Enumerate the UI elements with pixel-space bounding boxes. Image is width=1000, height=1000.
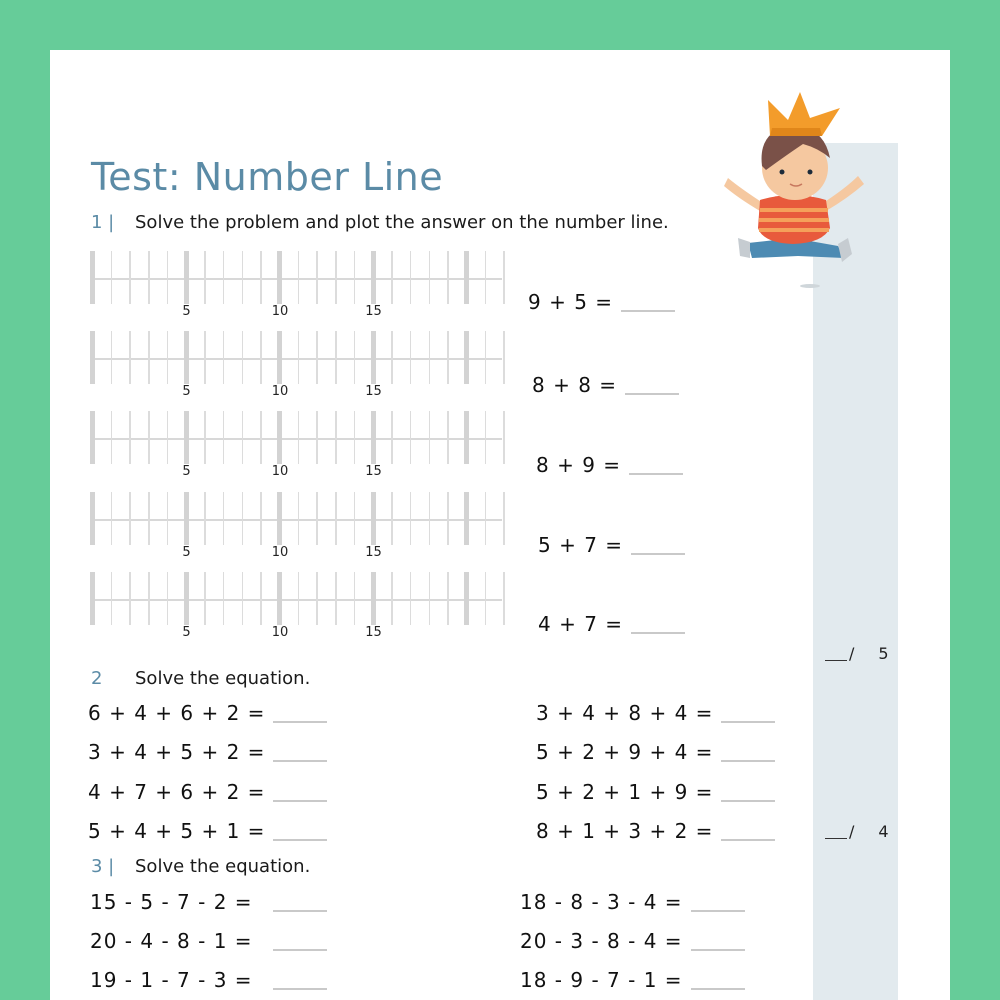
major-tick (464, 251, 469, 304)
minor-tick (204, 331, 206, 384)
problem-3-right-1 (520, 892, 745, 912)
tick-label: 15 (365, 384, 382, 399)
section-2-instruction: Solve the equation. (135, 668, 311, 689)
answer-blank[interactable] (691, 988, 745, 990)
minor-tick (485, 572, 487, 625)
minor-tick (410, 411, 412, 464)
minor-tick (391, 411, 393, 464)
minor-tick (410, 251, 412, 304)
minor-tick (485, 251, 487, 304)
major-tick (277, 572, 282, 625)
minor-tick (223, 251, 225, 304)
answer-blank[interactable] (631, 632, 685, 634)
problem-3-left-2 (90, 931, 327, 951)
minor-tick (316, 492, 318, 545)
major-tick (184, 251, 189, 304)
tick-label: 10 (271, 384, 289, 399)
problem-3-left-1 (90, 892, 327, 912)
minor-tick (447, 572, 449, 625)
score-max: 5 (878, 644, 889, 663)
number-line-axis (90, 438, 502, 440)
tick-label: 5 (182, 384, 191, 399)
tick-label: 5 (182, 625, 191, 640)
section-3-instruction: Solve the equation. (135, 856, 311, 877)
major-tick (184, 331, 189, 384)
major-tick (464, 572, 469, 625)
problem-2-left-4 (88, 821, 327, 841)
minor-tick (447, 411, 449, 464)
minor-tick (335, 331, 337, 384)
answer-blank[interactable] (691, 949, 745, 951)
minor-tick (148, 331, 150, 384)
major-tick (371, 251, 376, 304)
minor-tick (503, 411, 505, 464)
major-tick (277, 492, 282, 545)
section-1-number: 1 | (91, 212, 115, 233)
major-tick (371, 492, 376, 545)
problem-expression: 20 - 4 - 8 - 1 = (90, 929, 253, 953)
problem-1-5 (538, 614, 685, 634)
problem-expression: 4 + 7 = (538, 612, 624, 636)
minor-tick (391, 331, 393, 384)
number-line-axis (90, 278, 502, 280)
major-tick (277, 251, 282, 304)
minor-tick (503, 331, 505, 384)
minor-tick (148, 572, 150, 625)
problem-3-left-3 (90, 970, 327, 990)
minor-tick (503, 251, 505, 304)
tick-label: 15 (365, 625, 382, 640)
minor-tick (111, 411, 113, 464)
minor-tick (260, 411, 262, 464)
tick-label: 10 (271, 304, 289, 319)
major-tick (464, 331, 469, 384)
minor-tick (485, 411, 487, 464)
problem-2-right-2 (536, 742, 775, 762)
minor-tick (335, 572, 337, 625)
minor-tick (316, 572, 318, 625)
minor-tick (260, 572, 262, 625)
answer-blank[interactable] (629, 473, 683, 475)
major-tick (90, 492, 95, 545)
problem-expression: 9 + 5 = (528, 290, 614, 314)
minor-tick (410, 572, 412, 625)
minor-tick (167, 411, 169, 464)
major-tick (184, 411, 189, 464)
section-3-heading (91, 858, 310, 876)
section-1-instruction: Solve the problem and plot the answer on the number line. (135, 212, 669, 233)
problem-expression: 4 + 7 + 6 + 2 = (88, 780, 266, 804)
major-tick (184, 572, 189, 625)
problem-2-left-3 (88, 782, 327, 802)
minor-tick (148, 411, 150, 464)
minor-tick (111, 572, 113, 625)
minor-tick (242, 572, 244, 625)
minor-tick (223, 572, 225, 625)
minor-tick (298, 251, 300, 304)
answer-blank[interactable] (273, 988, 327, 990)
minor-tick (316, 411, 318, 464)
major-tick (90, 572, 95, 625)
minor-tick (167, 251, 169, 304)
major-tick (371, 411, 376, 464)
problem-3-right-3 (520, 970, 745, 990)
answer-blank[interactable] (631, 553, 685, 555)
minor-tick (316, 251, 318, 304)
answer-blank[interactable] (621, 310, 675, 312)
minor-tick (242, 251, 244, 304)
minor-tick (503, 492, 505, 545)
minor-tick (429, 331, 431, 384)
problem-expression: 19 - 1 - 7 - 3 = (90, 968, 253, 992)
problem-expression: 8 + 8 = (532, 373, 618, 397)
section-1-heading (91, 214, 669, 232)
answer-blank[interactable] (273, 910, 327, 912)
tick-label: 5 (182, 304, 191, 319)
number-line-axis (90, 519, 502, 521)
minor-tick (260, 331, 262, 384)
minor-tick (354, 572, 356, 625)
problem-1-1 (528, 292, 675, 312)
problem-2-right-4 (536, 821, 775, 841)
major-tick (277, 411, 282, 464)
minor-tick (391, 492, 393, 545)
major-tick (90, 331, 95, 384)
number-line-1[interactable] (90, 251, 505, 321)
minor-tick (167, 331, 169, 384)
problem-expression: 5 + 7 = (538, 533, 624, 557)
tick-label: 15 (365, 464, 382, 479)
section-2-number: 2 (91, 668, 103, 689)
minor-tick (242, 492, 244, 545)
section-3-number: 3 | (91, 856, 115, 877)
minor-tick (410, 492, 412, 545)
minor-tick (354, 492, 356, 545)
minor-tick (129, 411, 131, 464)
tick-label: 5 (182, 545, 191, 560)
minor-tick (429, 492, 431, 545)
major-tick (184, 492, 189, 545)
problem-expression: 15 - 5 - 7 - 2 = (90, 890, 253, 914)
section-2-heading (91, 670, 310, 688)
minor-tick (335, 492, 337, 545)
minor-tick (391, 251, 393, 304)
minor-tick (111, 492, 113, 545)
tick-label: 15 (365, 304, 382, 319)
answer-blank[interactable] (721, 721, 775, 723)
minor-tick (447, 251, 449, 304)
problem-expression: 20 - 3 - 8 - 4 = (520, 929, 683, 953)
problem-expression: 18 - 9 - 7 - 1 = (520, 968, 683, 992)
answer-blank[interactable] (273, 760, 327, 762)
answer-blank[interactable] (721, 839, 775, 841)
minor-tick (260, 251, 262, 304)
tick-label: 5 (182, 464, 191, 479)
minor-tick (335, 411, 337, 464)
minor-tick (316, 331, 318, 384)
major-tick (90, 411, 95, 464)
minor-tick (354, 251, 356, 304)
score-blank[interactable] (825, 660, 847, 662)
minor-tick (223, 492, 225, 545)
minor-tick (204, 411, 206, 464)
number-line-5[interactable] (90, 572, 505, 642)
answer-blank[interactable] (273, 839, 327, 841)
minor-tick (204, 251, 206, 304)
problem-expression: 6 + 4 + 6 + 2 = (88, 701, 266, 725)
major-tick (464, 411, 469, 464)
major-tick (90, 251, 95, 304)
worksheet-card (50, 50, 950, 1000)
minor-tick (298, 331, 300, 384)
minor-tick (242, 331, 244, 384)
problem-expression: 5 + 2 + 9 + 4 = (536, 740, 714, 764)
major-tick (277, 331, 282, 384)
minor-tick (503, 572, 505, 625)
problem-2-right-1 (536, 703, 775, 723)
problem-1-2 (532, 375, 679, 395)
problem-2-left-2 (88, 742, 327, 762)
number-line-3[interactable] (90, 411, 505, 481)
problem-expression: 5 + 4 + 5 + 1 = (88, 819, 266, 843)
minor-tick (148, 251, 150, 304)
minor-tick (354, 331, 356, 384)
minor-tick (410, 331, 412, 384)
section-2-score: / 4 (825, 824, 889, 840)
section-1-score: / 5 (825, 646, 889, 662)
minor-tick (298, 411, 300, 464)
minor-tick (167, 572, 169, 625)
minor-tick (429, 251, 431, 304)
major-tick (371, 572, 376, 625)
page-title: Test: Number Line (91, 155, 444, 199)
minor-tick (260, 492, 262, 545)
tick-label: 10 (271, 545, 289, 560)
problem-expression: 3 + 4 + 5 + 2 = (88, 740, 266, 764)
problem-expression: 18 - 8 - 3 - 4 = (520, 890, 683, 914)
number-line-4[interactable] (90, 492, 505, 562)
minor-tick (485, 492, 487, 545)
problem-2-left-1 (88, 703, 327, 723)
answer-blank[interactable] (273, 800, 327, 802)
tick-label: 15 (365, 545, 382, 560)
minor-tick (129, 492, 131, 545)
answer-blank[interactable] (625, 393, 679, 395)
minor-tick (204, 492, 206, 545)
boy-with-crown-icon (718, 78, 868, 298)
answer-blank[interactable] (721, 800, 775, 802)
minor-tick (429, 411, 431, 464)
number-line-axis (90, 358, 502, 360)
problem-expression: 8 + 1 + 3 + 2 = (536, 819, 714, 843)
minor-tick (204, 572, 206, 625)
answer-blank[interactable] (273, 721, 327, 723)
minor-tick (485, 331, 487, 384)
score-max: 4 (878, 822, 889, 841)
number-line-axis (90, 599, 502, 601)
minor-tick (129, 572, 131, 625)
tick-label: 10 (271, 625, 289, 640)
problem-1-4 (538, 535, 685, 555)
minor-tick (447, 492, 449, 545)
minor-tick (129, 331, 131, 384)
minor-tick (298, 492, 300, 545)
answer-blank[interactable] (273, 949, 327, 951)
problem-expression: 5 + 2 + 1 + 9 = (536, 780, 714, 804)
major-tick (371, 331, 376, 384)
minor-tick (335, 251, 337, 304)
score-blank[interactable] (825, 838, 847, 840)
minor-tick (391, 572, 393, 625)
problem-3-right-2 (520, 931, 745, 951)
tick-label: 10 (271, 464, 289, 479)
problem-1-3 (536, 455, 683, 475)
minor-tick (429, 572, 431, 625)
number-line-2[interactable] (90, 331, 505, 401)
problem-2-right-3 (536, 782, 775, 802)
minor-tick (223, 411, 225, 464)
minor-tick (354, 411, 356, 464)
minor-tick (223, 331, 225, 384)
answer-blank[interactable] (721, 760, 775, 762)
minor-tick (242, 411, 244, 464)
major-tick (464, 492, 469, 545)
minor-tick (129, 251, 131, 304)
minor-tick (111, 331, 113, 384)
minor-tick (148, 492, 150, 545)
problem-expression: 8 + 9 = (536, 453, 622, 477)
minor-tick (167, 492, 169, 545)
answer-blank[interactable] (691, 910, 745, 912)
minor-tick (447, 331, 449, 384)
problem-expression: 3 + 4 + 8 + 4 = (536, 701, 714, 725)
minor-tick (111, 251, 113, 304)
minor-tick (298, 572, 300, 625)
